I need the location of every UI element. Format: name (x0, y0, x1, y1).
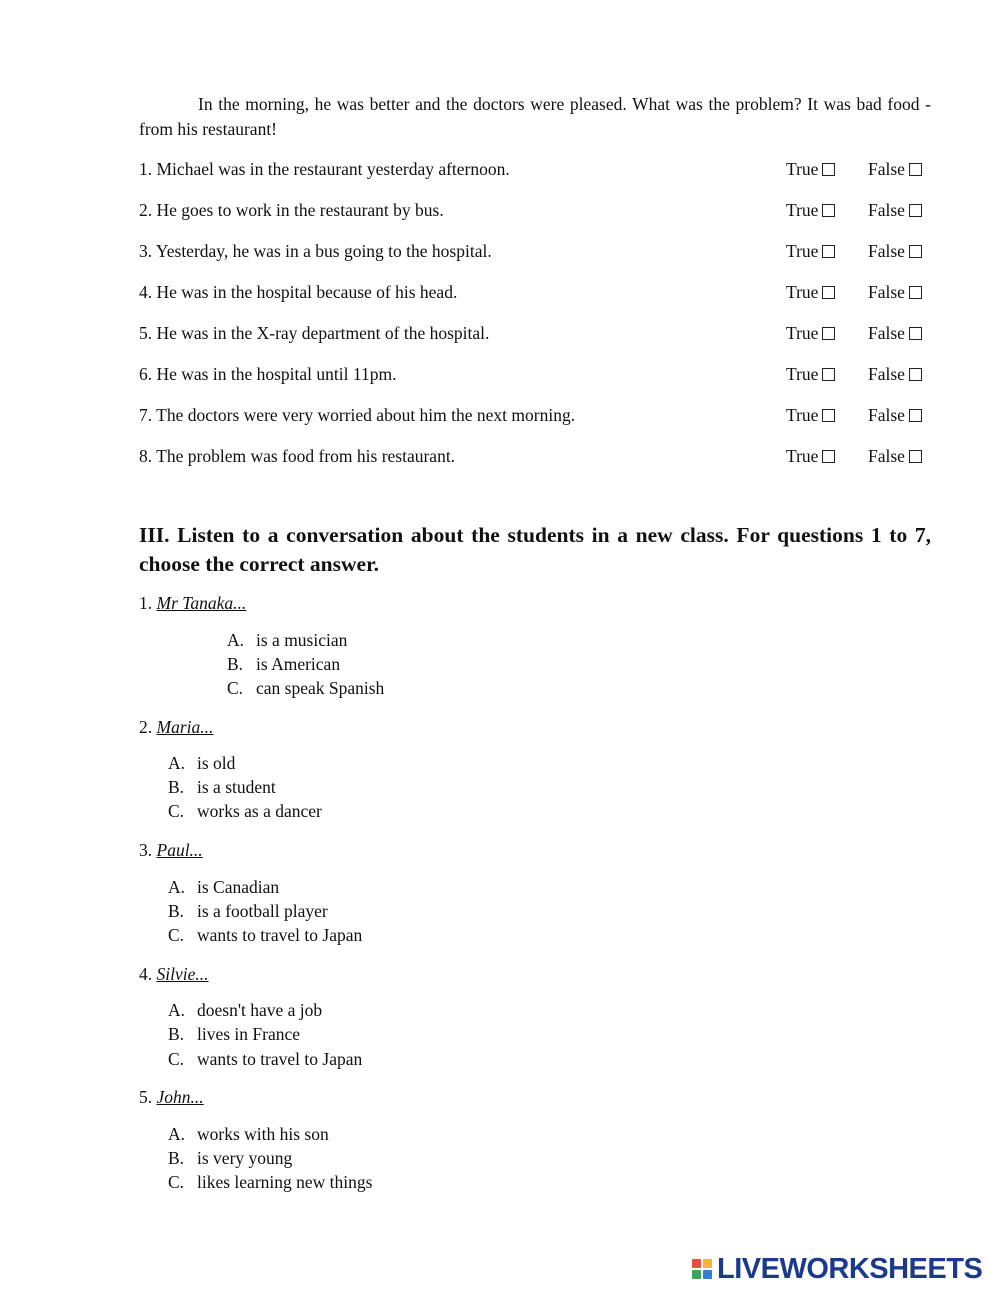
false-checkbox[interactable] (868, 321, 922, 346)
tf-statement: 5. He was in the X-ray department of the hospital. (139, 323, 490, 343)
true-checkbox[interactable] (786, 157, 835, 182)
question-number: 1. (139, 593, 153, 613)
logo-text: LIVEWORKSHEETS (717, 1253, 983, 1285)
option-text: is a musician (256, 630, 348, 650)
answer-option[interactable] (168, 751, 235, 775)
true-checkbox[interactable] (786, 198, 835, 223)
question-subject: Paul... (156, 840, 203, 860)
tf-statement: 8. The problem was food from his restaurant. (139, 446, 456, 466)
option-letter: C. (168, 925, 185, 945)
false-checkbox[interactable] (868, 403, 922, 428)
option-text: doesn't have a job (197, 1000, 323, 1020)
option-text: works as a dancer (197, 801, 322, 821)
checkbox-icon (909, 286, 922, 299)
option-letter: B. (168, 1024, 185, 1044)
true-checkbox[interactable] (786, 444, 835, 469)
option-text: wants to travel to Japan (197, 1049, 363, 1069)
question-prompt (139, 715, 213, 739)
option-letter: C. (168, 1172, 185, 1192)
false-checkbox[interactable] (868, 239, 922, 264)
answer-option[interactable] (227, 652, 340, 676)
answer-option[interactable] (168, 1022, 300, 1046)
intro-paragraph: In the morning, he was better and the doctors were pleased. What was the problem? It was bad food - from his restaurant! (139, 94, 931, 139)
option-text: is very young (197, 1148, 293, 1168)
answer-option[interactable] (168, 923, 362, 947)
true-checkbox[interactable] (786, 403, 835, 428)
true-checkbox[interactable] (786, 321, 835, 346)
logo-square (692, 1270, 701, 1279)
question-number: 5. (139, 1087, 153, 1107)
false-checkbox[interactable] (868, 280, 922, 305)
answer-option[interactable] (168, 1146, 292, 1170)
false-label: False (868, 159, 905, 179)
true-checkbox[interactable] (786, 280, 835, 305)
option-text: is Canadian (197, 877, 280, 897)
option-letter: B. (168, 777, 185, 797)
option-text: wants to travel to Japan (197, 925, 363, 945)
answer-option[interactable] (168, 799, 322, 823)
logo-mark-icon (692, 1259, 712, 1279)
option-letter: A. (168, 1124, 186, 1144)
checkbox-icon (822, 450, 835, 463)
option-letter: C. (227, 678, 244, 698)
false-checkbox[interactable] (868, 198, 922, 223)
false-checkbox[interactable] (868, 362, 922, 387)
liveworksheets-logo (692, 1254, 982, 1284)
false-checkbox[interactable] (868, 157, 922, 182)
tf-statement: 3. Yesterday, he was in a bus going to the hospital. (139, 241, 492, 261)
false-label: False (868, 200, 905, 220)
false-label: False (868, 282, 905, 302)
option-text: lives in France (197, 1024, 301, 1044)
question-number: 4. (139, 964, 153, 984)
checkbox-icon (822, 204, 835, 217)
checkbox-icon (822, 368, 835, 381)
option-letter: B. (168, 901, 185, 921)
checkbox-icon (822, 245, 835, 258)
tf-row (139, 239, 931, 264)
option-text: can speak Spanish (256, 678, 385, 698)
true-checkbox[interactable] (786, 362, 835, 387)
true-checkbox[interactable] (786, 239, 835, 264)
option-letter: C. (168, 1049, 185, 1069)
checkbox-icon (909, 409, 922, 422)
option-text: is a student (197, 777, 276, 797)
true-label: True (786, 446, 819, 466)
tf-row (139, 403, 931, 428)
question-prompt (139, 1085, 204, 1109)
checkbox-icon (822, 286, 835, 299)
false-checkbox[interactable] (868, 444, 922, 469)
answer-option[interactable] (168, 1047, 362, 1071)
logo-square (703, 1270, 712, 1279)
answer-option[interactable] (168, 875, 279, 899)
true-label: True (786, 241, 819, 261)
true-label: True (786, 282, 819, 302)
false-label: False (868, 323, 905, 343)
tf-row (139, 157, 931, 182)
tf-statement: 1. Michael was in the restaurant yesterday afternoon. (139, 159, 510, 179)
tf-statement: 7. The doctors were very worried about him the next morning. (139, 405, 576, 425)
logo-square (692, 1259, 701, 1268)
option-letter: A. (168, 877, 186, 897)
tf-row (139, 280, 931, 305)
section-heading: III. Listen to a conversation about the students in a new class. For questions 1 to 7, choose the correct answer. (139, 523, 931, 576)
tf-row (139, 444, 931, 469)
true-label: True (786, 405, 819, 425)
question-subject: Mr Tanaka... (156, 593, 247, 613)
answer-option[interactable] (168, 899, 328, 923)
tf-statement: 2. He goes to work in the restaurant by bus. (139, 200, 444, 220)
option-text: works with his son (197, 1124, 329, 1144)
true-label: True (786, 200, 819, 220)
false-label: False (868, 405, 905, 425)
question-prompt (139, 838, 203, 862)
tf-row (139, 362, 931, 387)
tf-row (139, 321, 931, 346)
tf-row (139, 198, 931, 223)
answer-option[interactable] (168, 1122, 329, 1146)
true-label: True (786, 323, 819, 343)
question-number: 2. (139, 717, 153, 737)
answer-option[interactable] (168, 775, 276, 799)
checkbox-icon (909, 327, 922, 340)
option-letter: B. (168, 1148, 185, 1168)
option-text: is a football player (197, 901, 328, 921)
checkbox-icon (909, 204, 922, 217)
question-subject: Maria... (156, 717, 214, 737)
checkbox-icon (822, 409, 835, 422)
false-label: False (868, 241, 905, 261)
false-label: False (868, 446, 905, 466)
logo-square (703, 1259, 712, 1268)
option-text: likes learning new things (197, 1172, 373, 1192)
answer-option[interactable] (168, 998, 322, 1022)
tf-statement: 4. He was in the hospital because of his head. (139, 282, 458, 302)
option-letter: A. (168, 1000, 186, 1020)
option-letter: A. (227, 630, 245, 650)
option-letter: C. (168, 801, 185, 821)
option-letter: A. (168, 753, 186, 773)
checkbox-icon (909, 450, 922, 463)
answer-option[interactable] (227, 628, 347, 652)
checkbox-icon (909, 245, 922, 258)
answer-option[interactable] (227, 676, 384, 700)
option-letter: B. (227, 654, 244, 674)
question-prompt (139, 962, 209, 986)
option-text: is old (197, 753, 236, 773)
true-label: True (786, 364, 819, 384)
question-number: 3. (139, 840, 153, 860)
checkbox-icon (909, 163, 922, 176)
checkbox-icon (822, 163, 835, 176)
true-label: True (786, 159, 819, 179)
checkbox-icon (909, 368, 922, 381)
option-text: is American (256, 654, 341, 674)
tf-statement: 6. He was in the hospital until 11pm. (139, 364, 397, 384)
answer-option[interactable] (168, 1170, 372, 1194)
checkbox-icon (822, 327, 835, 340)
question-subject: Silvie... (156, 964, 209, 984)
false-label: False (868, 364, 905, 384)
question-subject: John... (156, 1087, 204, 1107)
question-prompt (139, 591, 246, 615)
